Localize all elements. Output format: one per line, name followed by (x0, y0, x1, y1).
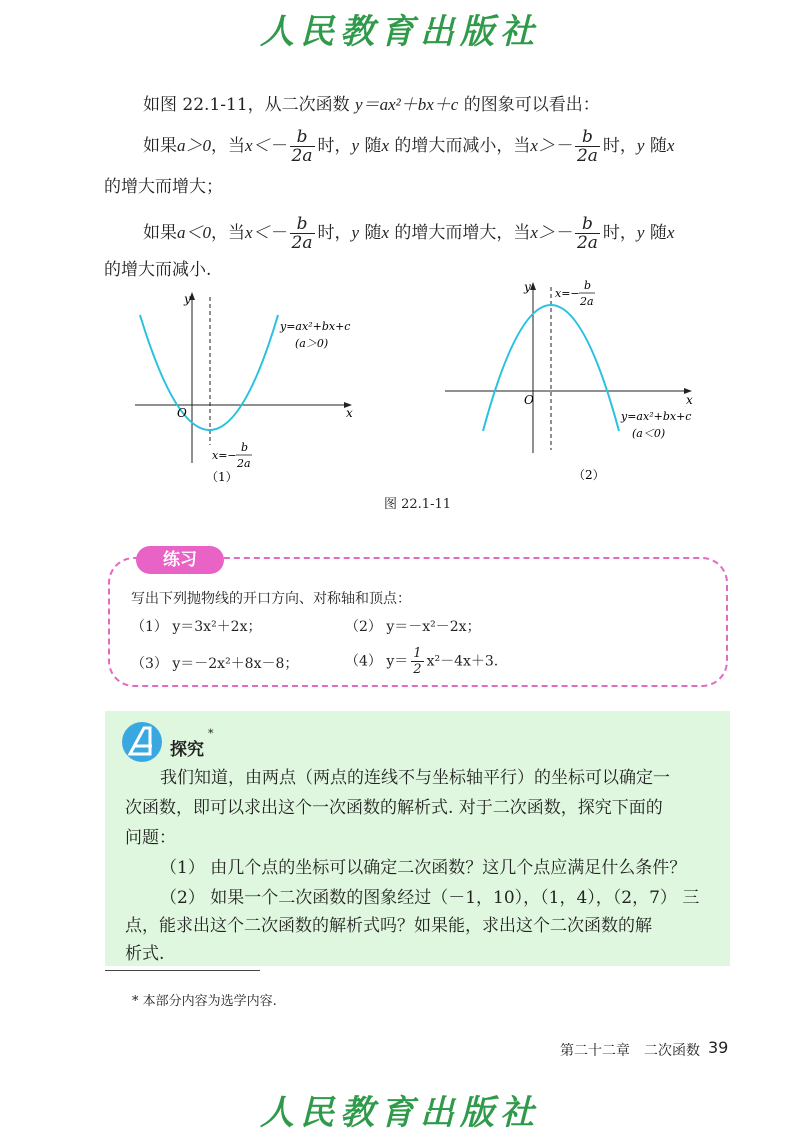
explore-line-6: 点，能求出这个二次函数的解析式吗？如果能，求出这个二次函数的解 (125, 916, 652, 936)
math: x＜－ (245, 136, 287, 155)
text: ，当 (211, 136, 245, 156)
graph-label: （1） (206, 470, 238, 484)
text: 的增大而增大，当 (389, 223, 531, 243)
figure-caption: 图 22.1-11 (384, 497, 452, 512)
parabola-curve (140, 315, 278, 430)
denominator: 2a (291, 233, 313, 253)
math: y (351, 223, 360, 242)
intro-text: 如图 22.1-11，从二次函数 (143, 95, 356, 115)
math: y (351, 136, 360, 155)
y-label: y (184, 292, 191, 306)
fraction (575, 215, 600, 252)
publisher-logo-top: 人民教育出版社 (260, 12, 540, 52)
graph-downward-parabola (440, 275, 710, 490)
text: 随 (359, 136, 382, 156)
case-positive (143, 128, 674, 165)
intro-line-1 (143, 93, 600, 117)
exercise-item-2: （2） y＝－x²－2x； (345, 619, 481, 635)
math: x＞－ (530, 136, 572, 155)
exercise-item-4 (345, 646, 498, 677)
text: 时， (317, 136, 352, 156)
axis-eq-label: x=− (212, 449, 237, 462)
equation-label: y=ax²+bx+c (621, 410, 692, 423)
axis-frac-den: 2a (580, 295, 594, 308)
axis-frac-num: b (584, 279, 592, 292)
axis-eq-label: x=− (555, 287, 580, 300)
math: x (666, 136, 675, 155)
fraction (290, 128, 315, 165)
footnote: * 本部分内容为选学内容. (132, 994, 277, 1009)
x-label: x (686, 393, 693, 407)
x-label: x (346, 406, 353, 420)
origin-label: O (177, 406, 187, 420)
text: x²－4x＋3. (426, 653, 499, 670)
math: x (666, 223, 675, 242)
explore-line-5: （2） 如果一个二次函数的图象经过（－1，10），（1，4），（2，7） 三 (160, 888, 700, 908)
text: 如果 (143, 223, 177, 243)
exercise-prompt: 写出下列抛物线的开口方向、对称轴和顶点： (131, 591, 411, 607)
numerator: b (290, 215, 315, 234)
footnote-rule (105, 970, 260, 971)
denominator: 2a (291, 146, 313, 166)
condition: a＜0 (177, 223, 211, 242)
publisher-logo-bottom: 人民教育出版社 (260, 1093, 540, 1133)
numerator: b (575, 128, 600, 147)
numerator: 1 (413, 646, 422, 661)
condition: a＞0 (177, 136, 211, 155)
equation-label: y=ax²+bx+c (280, 320, 351, 333)
denominator: 2 (413, 662, 422, 677)
text: 如果 (143, 136, 177, 156)
explore-star: * (208, 727, 214, 740)
text: 时， (602, 223, 637, 243)
explore-line-1: 我们知道，由两点（两点的连线不与坐标轴平行）的坐标可以确定一 (160, 768, 670, 788)
fraction (411, 646, 423, 677)
condition-label: (a＜0) (632, 427, 666, 440)
math: x＞－ (530, 223, 572, 242)
text: ，当 (211, 223, 245, 243)
explore-line-3: 问题： (125, 828, 176, 848)
text: 随 (644, 223, 667, 243)
graph-upward-parabola (130, 285, 370, 485)
math: y (636, 136, 645, 155)
text: 时， (602, 136, 637, 156)
graph-label: （2） (573, 468, 605, 482)
numerator: b (290, 128, 315, 147)
text: 的增大而减小，当 (389, 136, 531, 156)
text: （4） y＝ (345, 653, 409, 670)
case-negative-cont: 的增大而减小. (104, 260, 212, 280)
axis-frac-num: b (241, 441, 249, 454)
case-positive-cont: 的增大而增大； (104, 177, 223, 197)
explore-line-2: 次函数，即可以求出这个一次函数的解析式. 对于二次函数，探究下面的 (125, 798, 663, 818)
fraction (575, 128, 600, 165)
exercise-tag: 练习 (136, 546, 224, 574)
y-arrow (530, 282, 536, 290)
origin-label: O (524, 393, 534, 407)
denominator: 2a (576, 146, 598, 166)
axis-frac-den: 2a (237, 457, 251, 470)
case-negative (143, 215, 674, 252)
y-label: y (524, 280, 531, 294)
math: y (636, 223, 645, 242)
math: x＜－ (245, 223, 287, 242)
explore-title: 探究 (170, 740, 204, 760)
denominator: 2a (576, 233, 598, 253)
explore-icon (120, 720, 164, 764)
chapter-label: 第二十二章 二次函数 (560, 1043, 700, 1059)
math: x (381, 223, 389, 242)
intro-formula: y＝ax²＋bx＋c (355, 95, 459, 114)
numerator: b (575, 215, 600, 234)
explore-line-7: 析式. (125, 944, 165, 964)
explore-line-4: （1） 由几个点的坐标可以确定二次函数？这几个点应满足什么条件？ (160, 858, 687, 878)
text: 随 (359, 223, 382, 243)
math: x (381, 136, 389, 155)
exercise-item-3: （3） y＝－2x²＋8x－8； (131, 656, 299, 672)
exercise-item-1: （1） y＝3x²＋2x； (131, 619, 262, 635)
condition-label: (a＞0) (295, 337, 329, 350)
text: 时， (317, 223, 352, 243)
text: 随 (644, 136, 667, 156)
intro-text-2: 的图象可以看出： (458, 95, 600, 115)
fraction (290, 215, 315, 252)
page-number: 39 (708, 1038, 729, 1057)
